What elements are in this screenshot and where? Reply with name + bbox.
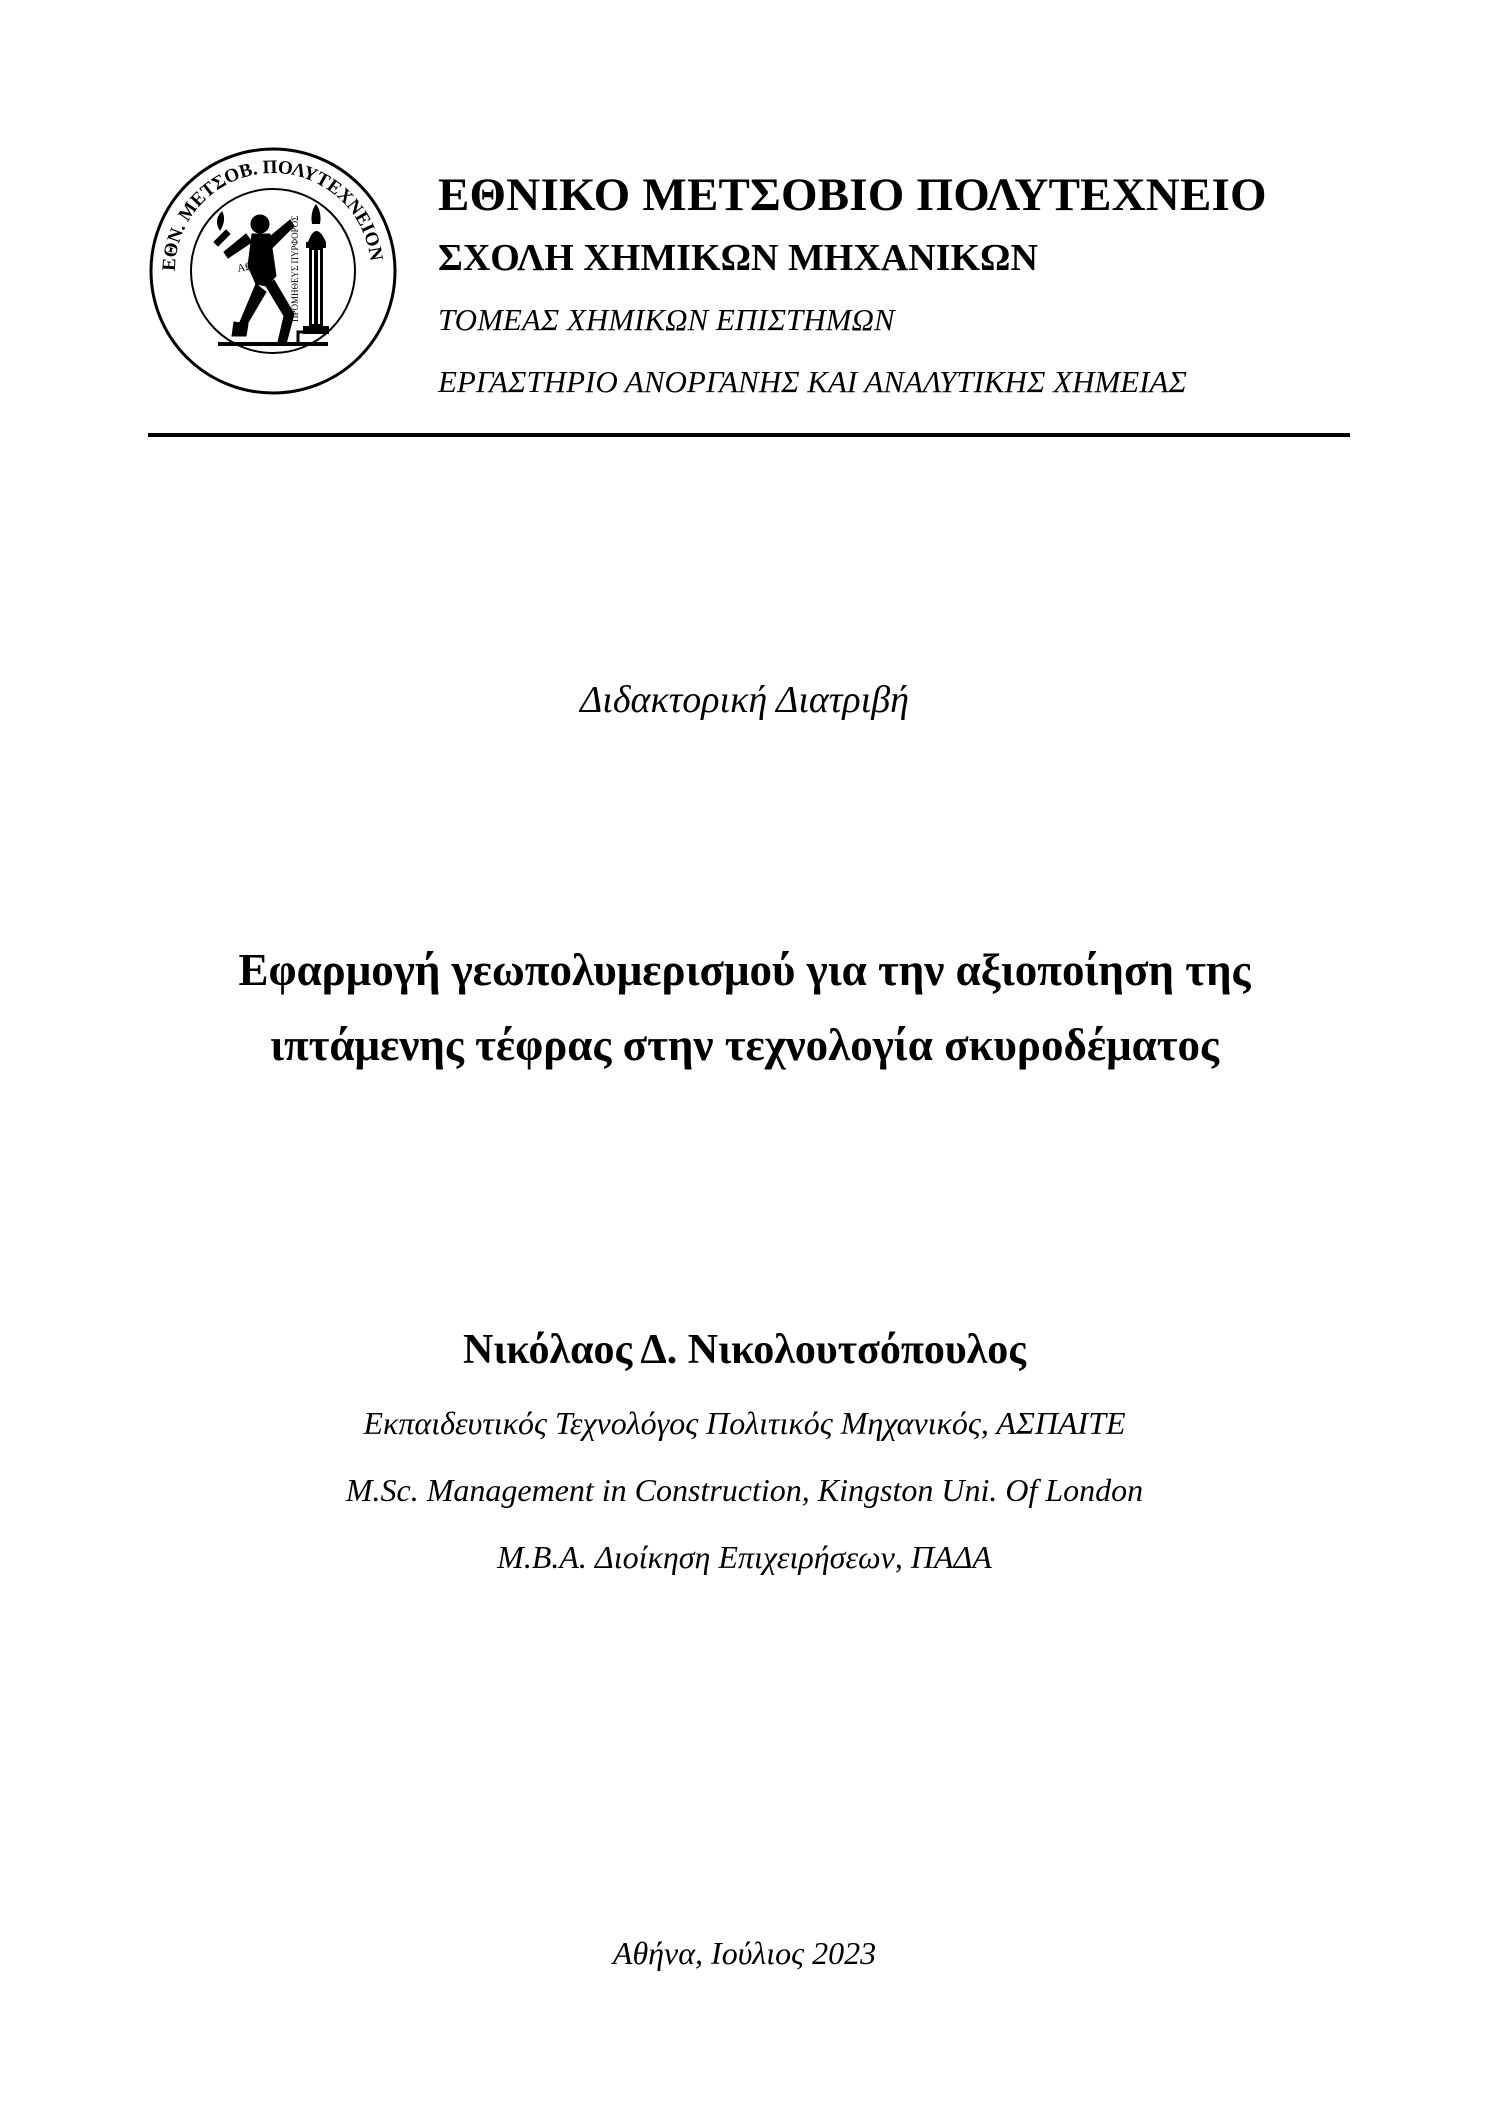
school-name: ΣΧΟΛΗ ΧΗΜΙΚΩΝ ΜΗΧΑΝΙΚΩΝ [438,237,1038,279]
author-credential: M.B.A. Διοίκηση Επιχειρήσεων, ΠΑΔΑ [497,1539,992,1575]
laboratory-name: ΕΡΓΑΣΤΗΡΙΟ ΑΝΟΡΓΑΝΗΣ ΚΑΙ ΑΝΑΛΥΤΙΚΗΣ ΧΗΜΕΙΑΣ [438,364,1187,399]
place-and-date: Αθήνα, Ιούλιος 2023 [612,1935,877,1971]
document-type: Διδακτορική Διατριβή [580,679,909,721]
svg-text:ΠΡΟΜΗΘΕΥΣ ΠΥΡΦΟΡΟΣ: ΠΡΟΜΗΘΕΥΣ ΠΥΡΦΟΡΟΣ [290,215,300,322]
header-divider [148,433,1350,437]
svg-text:ΑΩΛΓ: ΑΩΛΓ [236,256,269,275]
university-seal-icon [148,146,398,396]
institution-name: ΕΘΝΙΚΟ ΜΕΤΣΟΒΙΟ ΠΟΛΥΤΕΧΝΕΙΟ [438,169,1267,221]
author-name: Νικόλαος Δ. Νικολουτσόπουλος [462,1327,1027,1373]
author-credential: M.Sc. Management in Construction, Kingston Uni. Of London [345,1472,1144,1508]
thesis-title-line-1: Εφαρμογή γεωπολυμερισμού για την αξιοποίηση της [238,945,1251,995]
svg-text:ΕΘΝ. ΜΕΤΣΟΒ. ΠΟΛΥΤΕΧΝΕΙΟΝ: ΕΘΝ. ΜΕΤΣΟΒ. ΠΟΛΥΤΕΧΝΕΙΟΝ [158,156,387,272]
thesis-title-line-2: ιπτάμενης τέφρας στην τεχνολογία σκυροδέματος [270,1020,1219,1070]
sector-name: ΤΟΜΕΑΣ ΧΗΜΙΚΩΝ ΕΠΙΣΤΗΜΩΝ [438,302,895,337]
author-credential: Εκπαιδευτικός Τεχνολόγος Πολιτικός Μηχανικός, ΑΣΠΑΙΤΕ [363,1405,1126,1441]
